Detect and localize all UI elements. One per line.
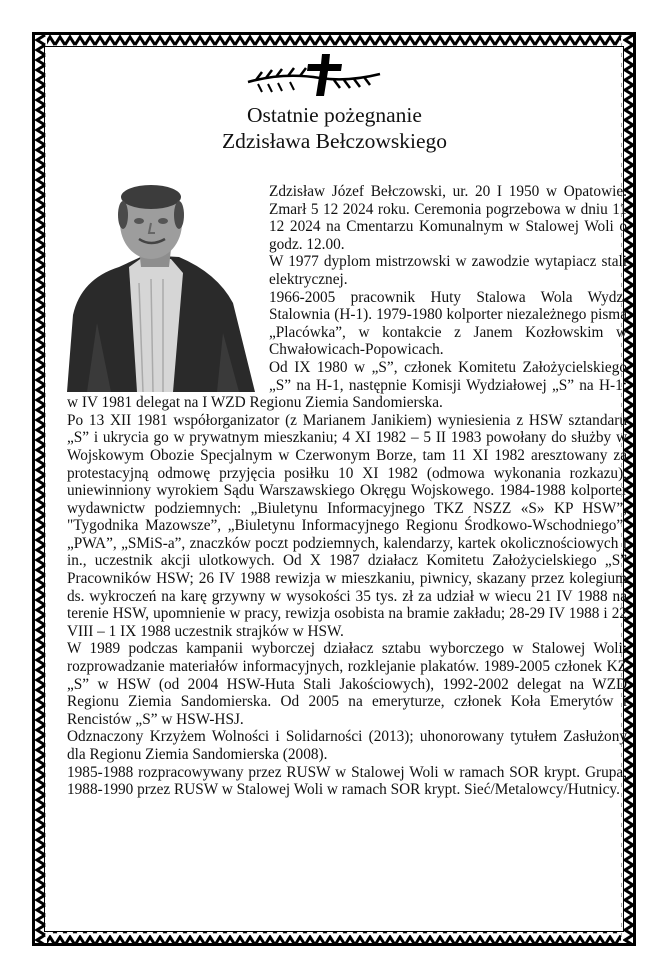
paragraph-diploma: W 1977 dyplom mistrzowski w zawodzie wytapiacz stali elektrycznej. bbox=[269, 253, 627, 288]
photo-space bbox=[67, 183, 269, 394]
paragraph-awards: Odznaczony Krzyżem Wolności i Solidarności (2013); uhonorowany tytułem Zasłużony dla Regionu Ziemia Sandomierska (2008). bbox=[67, 728, 627, 763]
paragraph-1989: W 1989 podczas kampanii wyborczej działacz sztabu wyborczego w Stalowej Woli: rozprowadzanie materiałów informacyjnych, rozklejanie plakatów. 1989-2005 członek KZ „S” w HSW (od 2004 HSW-Huta Stali Jakościowych), 1992-2002 delegat na WZD Regionu Ziemia Sandomierska. Od 2005 na emeryturze, członek Koła Emerytów i Rencistów „S” w HSW-HSJ. bbox=[67, 640, 627, 728]
paragraph-martial-law: Po 13 XII 1981 współorganizator (z Marianem Janikiem) wyniesienia z HSW sztandaru „S” i ukrycia go w prywatnym mieszkaniu; 4 XI 1982 – 5 II 1983 powołany do służby w Wojskowym Obozie Specjalnym w Czerwonym Borze, tam 11 XI 1982 aresztowany za protestacyjną odmowę przyjęcia posiłku 10 XI 1982 (odmowa wykonania rozkazu), uniewinniony wyrokiem Sądu Warszawskiego Okręgu Wojskowego. 1984-1988 kolporter wydawnictw podziemnych: „Biuletynu Informacyjnego TKZ NSZZ «S» KP HSW”, "Tygodnika Mazowsze”, „Biuletynu Informacyjnego Regionu Środkowo-Wschodniego”, „PWA”, „SMiS-a”, znaczków poczt podziemnych, kalendarzy, kartek okolicznościowych i in., uczestnik akcji ulotkowych. Od X 1987 działacz Komitetu Założycielskiego „S” Pracowników HSW; 26 IV 1988 rewizja w mieszkaniu, piwnicy, skazany przez kolegium ds. wykroczeń na karę grzywny w wysokości 35 tys. zł za udział w wiecu 21 IV 1988 na terenie HSW, upomnienie w pracy, rewizja osobista na bramie zakładu; 28-29 IV 1988 i 22 VIII – 1 IX 1988 uczestnik strajków w HSW. bbox=[67, 411, 627, 640]
cross-with-palm-branch-icon bbox=[244, 52, 384, 98]
paragraph-solidarity-1980: Od IX 1980 w „S”, członek Komitetu Założycielskiego „S” na H-1, następnie Komisji Wydziałowej „S” na H-1; w IV 1981 delegat na I WZD Regionu Ziemia Sandomierska. bbox=[67, 358, 627, 412]
paragraph-surveillance: 1985-1988 rozpracowywany przez RUSW w Stalowej Woli w ramach SOR krypt. Grupa, 1988-1990 przez RUSW w Stalowej Woli w ramach SOR krypt. Sieć/Metalowcy/Hutnicy. bbox=[67, 763, 627, 799]
paragraph-employment: 1966-2005 pracownik Huty Stalowa Wola Wydz. Stalownia (H-1). 1979-1980 kolporter niezależnego pisma „Placówka”, w kontakcie z Janem Kozłowskim w Chwałowicach-Popowicach. bbox=[269, 288, 627, 359]
deceased-name: Zdzisława Bełczowskiego bbox=[221, 129, 448, 153]
page-title: Ostatnie pożegnanie bbox=[247, 103, 422, 127]
paragraph-birth-death: Zdzisław Józef Bełczowski, ur. 20 I 1950 w Opatowie. Zmarł 5 12 2024 roku. Ceremonia pogrzebowa w dniu 11 12 2024 na Cmentarzu Komunalnym w Stalowej Woli o godz. 12.00. bbox=[269, 183, 627, 253]
biography-text bbox=[67, 183, 627, 799]
